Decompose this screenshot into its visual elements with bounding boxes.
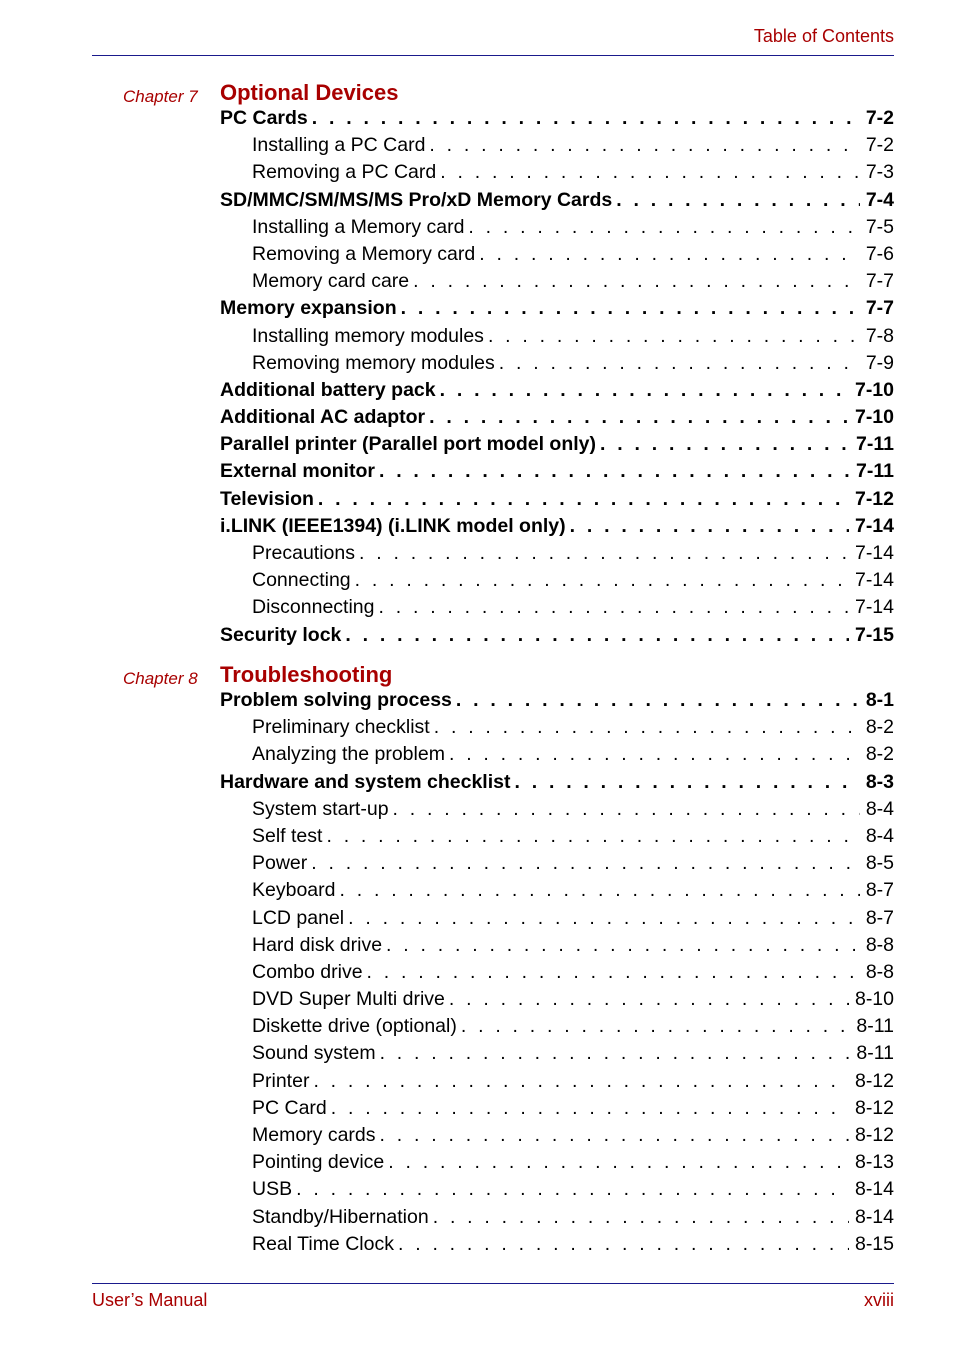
toc-subsection-entry[interactable] (220, 825, 894, 852)
entry-title: Real Time Clock (252, 1232, 394, 1255)
toc-section-entry[interactable] (220, 488, 894, 515)
dot-leader (434, 716, 860, 739)
dot-leader (312, 107, 860, 130)
toc-subsection-entry[interactable] (220, 325, 894, 352)
toc-subsection-entry[interactable] (220, 596, 894, 623)
chapter-label: Chapter 7 (123, 87, 198, 106)
dot-leader (600, 433, 850, 456)
dot-leader (380, 1124, 849, 1147)
dot-leader (311, 852, 860, 875)
entry-page-number: 7-5 (865, 215, 894, 238)
entry-page-number: 7-7 (865, 270, 894, 293)
entry-page-number: 8-14 (854, 1178, 894, 1201)
dot-leader (386, 934, 860, 957)
dot-leader (331, 1097, 849, 1120)
dot-leader (355, 569, 849, 592)
toc-subsection-entry[interactable] (220, 798, 894, 825)
toc-section-entry[interactable] (220, 107, 894, 134)
entry-title: Removing memory modules (252, 351, 495, 374)
dot-leader (318, 488, 849, 511)
dot-leader (514, 771, 859, 794)
entry-title: Installing memory modules (252, 324, 484, 347)
dot-leader (479, 243, 860, 266)
entry-page-number: 7-11 (856, 460, 894, 483)
entry-title: Installing a Memory card (252, 215, 465, 238)
dot-leader (380, 1042, 851, 1065)
entry-page-number: 7-7 (865, 297, 894, 320)
dot-leader (339, 879, 859, 902)
entry-title: Memory cards (252, 1124, 376, 1146)
dot-leader (296, 1178, 849, 1201)
dot-leader (449, 988, 849, 1011)
entry-page-number: 7-10 (854, 406, 894, 429)
entry-page-number: 8-12 (854, 1069, 894, 1092)
entry-title: Memory expansion (220, 297, 397, 320)
dot-leader (499, 352, 860, 375)
dot-leader (326, 825, 859, 848)
entry-page-number: 8-12 (854, 1124, 894, 1146)
entry-title: External monitor (220, 460, 375, 483)
entry-title: USB (252, 1178, 293, 1201)
entry-page-number: 8-3 (865, 770, 894, 793)
toc-subsection-entry[interactable] (220, 270, 894, 297)
running-header: Table of Contents (753, 26, 894, 46)
entry-page-number: 8-10 (854, 988, 894, 1011)
header-rule (92, 55, 894, 56)
entry-page-number: 8-14 (854, 1205, 894, 1228)
entry-page-number: 7-15 (854, 623, 894, 646)
toc-subsection-entry[interactable] (220, 569, 894, 596)
toc-subsection-entry[interactable] (220, 1151, 894, 1178)
chapter-title: Optional Devices (220, 80, 399, 105)
toc-subsection-entry[interactable] (220, 743, 894, 770)
entry-title: Installing a PC Card (252, 134, 426, 157)
footer-manual-title: User’s Manual (92, 1290, 208, 1310)
entry-page-number: 7-6 (865, 242, 894, 265)
entry-title: System start-up (252, 797, 389, 820)
dot-leader (401, 297, 860, 320)
entry-title: Precautions (252, 542, 355, 564)
entry-page-number: 8-11 (856, 1015, 894, 1038)
entry-title: Security lock (220, 623, 342, 646)
entry-title: Sound system (252, 1042, 376, 1065)
entry-page-number: 7-14 (854, 542, 894, 564)
entry-title: Additional battery pack (220, 378, 436, 401)
toc-section-entry[interactable] (220, 689, 894, 716)
toc-section-entry[interactable] (220, 515, 894, 542)
toc-subsection-entry[interactable] (220, 1015, 894, 1042)
toc-subsection-entry[interactable] (220, 542, 894, 569)
dot-leader (449, 743, 860, 766)
entry-title: Removing a Memory card (252, 242, 476, 265)
toc-subsection-entry[interactable] (220, 988, 894, 1015)
entry-page-number: 7-2 (865, 107, 894, 129)
entry-page-number: 8-15 (854, 1232, 894, 1255)
entry-title: Printer (252, 1069, 310, 1092)
entry-page-number: 8-4 (865, 797, 894, 820)
dot-leader (378, 596, 848, 619)
entry-page-number: 8-2 (865, 743, 894, 766)
toc-subsection-entry[interactable] (220, 1206, 894, 1233)
entry-title: Analyzing the problem (252, 743, 445, 766)
toc-entries (220, 689, 894, 1260)
entry-page-number: 7-11 (856, 433, 894, 456)
dot-leader (348, 907, 860, 930)
toc-section-entry[interactable] (220, 771, 894, 798)
toc-subsection-entry[interactable] (220, 961, 894, 988)
dot-leader (388, 1151, 849, 1174)
entry-title: Standby/Hibernation (252, 1205, 429, 1228)
dot-leader (398, 1233, 849, 1256)
entry-title: Removing a PC Card (252, 161, 437, 184)
toc-subsection-entry[interactable] (220, 1097, 894, 1124)
entry-page-number: 7-8 (865, 324, 894, 347)
dot-leader (359, 542, 849, 565)
entry-title: Television (220, 487, 314, 510)
entry-page-number: 8-2 (865, 716, 894, 739)
entry-page-number: 8-12 (854, 1096, 894, 1119)
entry-page-number: 7-4 (865, 188, 894, 211)
dot-leader (345, 624, 849, 647)
entry-title: Connecting (252, 569, 351, 592)
entry-title: i.LINK (IEEE1394) (i.LINK model only) (220, 514, 566, 537)
toc-subsection-entry[interactable] (220, 243, 894, 270)
dot-leader (461, 1015, 851, 1038)
entry-title: DVD Super Multi drive (252, 988, 445, 1011)
entry-page-number: 8-1 (865, 689, 894, 711)
entry-title: Disconnecting (252, 596, 375, 619)
entry-title: Preliminary checklist (252, 716, 430, 739)
dot-leader (393, 798, 860, 821)
page-number: xviii (864, 1290, 894, 1310)
dot-leader (616, 189, 860, 212)
toc-section-entry[interactable] (220, 433, 894, 460)
entry-title: Diskette drive (optional) (252, 1015, 457, 1038)
toc-subsection-entry[interactable] (220, 352, 894, 379)
entry-page-number: 7-9 (865, 351, 894, 374)
entry-title: Pointing device (252, 1151, 385, 1174)
toc-section-entry[interactable] (220, 460, 894, 487)
chapter-label: Chapter 8 (123, 669, 198, 688)
dot-leader (440, 379, 849, 402)
entry-page-number: 8-11 (856, 1042, 894, 1065)
entry-title: LCD panel (252, 906, 345, 929)
entry-title: Parallel printer (Parallel port model only) (220, 433, 597, 456)
entry-page-number: 8-13 (854, 1151, 894, 1174)
entry-title: Memory card care (252, 270, 410, 293)
toc-entries (220, 107, 894, 651)
entry-title: Hard disk drive (252, 933, 383, 956)
dot-leader (379, 460, 850, 483)
entry-title: Hardware and system checklist (220, 770, 511, 793)
entry-page-number: 7-14 (854, 514, 894, 537)
dot-leader (488, 325, 860, 348)
toc-subsection-entry[interactable] (220, 852, 894, 879)
toc-subsection-entry[interactable] (220, 879, 894, 906)
chapter-title: Troubleshooting (220, 662, 393, 687)
entry-page-number: 7-14 (854, 596, 894, 619)
entry-page-number: 8-4 (865, 824, 894, 847)
toc-subsection-entry[interactable] (220, 1042, 894, 1069)
entry-title: Additional AC adaptor (220, 406, 426, 429)
entry-page-number: 8-5 (865, 852, 894, 875)
entry-title: Self test (252, 824, 323, 847)
toc-section-entry[interactable] (220, 189, 894, 216)
dot-leader (413, 270, 860, 293)
entry-page-number: 7-12 (854, 487, 894, 510)
dot-leader (313, 1070, 849, 1093)
toc-subsection-entry[interactable] (220, 134, 894, 161)
toc-section-entry[interactable] (220, 406, 894, 433)
toc-section-entry[interactable] (220, 379, 894, 406)
entry-title: SD/MMC/SM/MS/MS Pro/xD Memory Cards (220, 188, 613, 211)
dot-leader (468, 216, 859, 239)
entry-title: Power (252, 852, 308, 875)
dot-leader (433, 1206, 849, 1229)
dot-leader (456, 689, 860, 712)
entry-page-number: 8-8 (865, 933, 894, 956)
entry-page-number: 8-7 (865, 879, 894, 902)
toc-subsection-entry[interactable] (220, 716, 894, 743)
toc-subsection-entry[interactable] (220, 1124, 894, 1151)
dot-leader (570, 515, 849, 538)
entry-page-number: 7-10 (854, 378, 894, 401)
toc-subsection-entry[interactable] (220, 907, 894, 934)
toc-section-entry[interactable] (220, 624, 894, 651)
entry-title: Keyboard (252, 879, 336, 902)
dot-leader (429, 406, 849, 429)
entry-title: PC Cards (220, 107, 308, 129)
entry-page-number: 7-3 (865, 161, 894, 184)
toc-subsection-entry[interactable] (220, 1233, 894, 1260)
toc-subsection-entry[interactable] (220, 1178, 894, 1205)
toc-subsection-entry[interactable] (220, 161, 894, 188)
toc-subsection-entry[interactable] (220, 1070, 894, 1097)
entry-title: Problem solving process (220, 689, 452, 711)
entry-page-number: 7-14 (854, 569, 894, 592)
dot-leader (367, 961, 860, 984)
dot-leader (440, 161, 860, 184)
toc-subsection-entry[interactable] (220, 216, 894, 243)
entry-title: Combo drive (252, 960, 363, 983)
entry-page-number: 8-8 (865, 960, 894, 983)
entry-page-number: 7-2 (865, 134, 894, 157)
entry-page-number: 8-7 (865, 906, 894, 929)
dot-leader (429, 134, 859, 157)
footer-rule (92, 1283, 894, 1284)
toc-subsection-entry[interactable] (220, 934, 894, 961)
entry-title: PC Card (252, 1096, 327, 1119)
toc-section-entry[interactable] (220, 297, 894, 324)
